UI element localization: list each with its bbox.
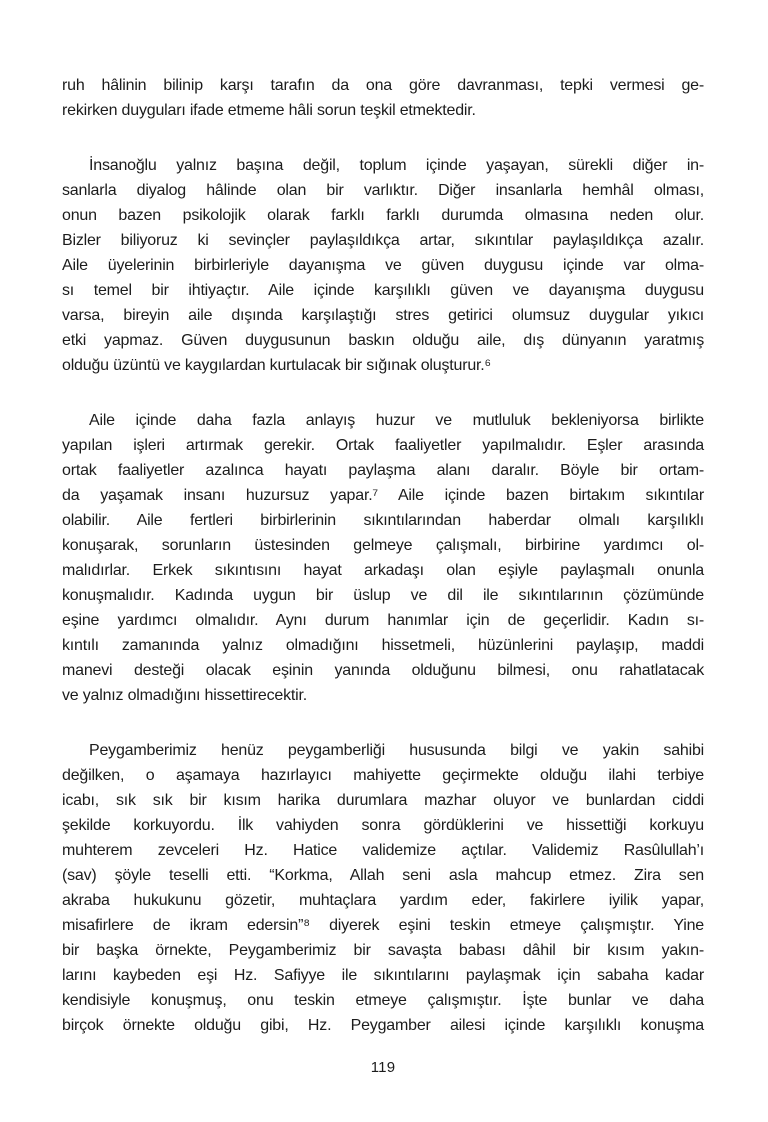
text-line: kıntılı zamanında yalnız olmadığını hissetmeli, hüzünlerini paylaşıp, maddi (62, 637, 704, 654)
text-line: konuşarak, sorunların üstesinden gelmeye çalışmalı, birbirine yardımcı ol- (62, 537, 704, 554)
text-line: ruh hâlinin bilinip karşı tarafın da ona göre davranması, tepki vermesi ge- (62, 77, 704, 94)
text-line: manevi desteği olacak eşinin yanında olduğunu bilmesi, onu rahatlatacak (62, 662, 704, 679)
text-line: olduğu üzüntü ve kaygılardan kurtulacak bir sığınak oluşturur.⁶ (62, 357, 491, 374)
text-line: olabilir. Aile fertleri birbirlerinin sıkıntılarından haberdar olmalı karşılıklı (62, 512, 704, 529)
text-line: ve yalnız olmadığını hissettirecektir. (62, 687, 307, 704)
text-line: da yaşamak insanı huzursuz yapar.⁷ Aile içinde bazen birtakım sıkıntılar (62, 487, 704, 504)
text-line: onun bazen psikolojik olarak farklı farklı durumda olmasına neden olur. (62, 207, 704, 224)
text-line: birçok örnekte olduğu gibi, Hz. Peygamber ailesi içinde karşılıklı konuşma (62, 1017, 704, 1034)
text-line: yapılan işleri artırmak gerekir. Ortak faaliyetler yapılmalıdır. Eşler arasında (62, 437, 704, 454)
text-line: misafirlere de ikram edersin”⁸ diyerek eşini teskin etmeye çalışmıştır. Yine (62, 917, 704, 934)
text-line: (sav) şöyle teselli etti. “Korkma, Allah seni asla mahcup etmez. Zira sen (62, 867, 704, 884)
text-line: konuşmalıdır. Kadında uygun bir üslup ve dil ile sıkıntılarının çözümünde (62, 587, 704, 604)
text-line: rekirken duyguları ifade etmeme hâli sorun teşkil etmektedir. (62, 102, 476, 119)
text-line: şekilde korkuyordu. İlk vahiyden sonra gördüklerini ve hissettiği korkuyu (62, 817, 704, 834)
paragraph-prophet-example (62, 738, 704, 1038)
text-line: Bizler biliyoruz ki sevinçler paylaşıldıkça artar, sıkıntılar paylaşıldıkça azalır. (62, 232, 704, 249)
text-line: akraba hukukunu gözetir, muhtaçlara yardım eder, fakirlere iyilik yapar, (62, 892, 704, 909)
paragraph-shared-activities (62, 408, 704, 708)
paragraph-continuation (62, 73, 704, 123)
text-line: kendisiyle konuşmuş, onu teskin etmeye çalışmıştır. İşte bunlar ve daha (62, 992, 704, 1009)
text-line: etki yapmaz. Güven duygusunun baskın olduğu aile, dış dünyanın yaratmış (62, 332, 704, 349)
page-number: 119 (370, 1059, 396, 1076)
text-line: İnsanoğlu yalnız başına değil, toplum içinde yaşayan, sürekli diğer in- (89, 157, 704, 174)
text-line: malıdırlar. Erkek sıkıntısını hayat arkadaşı olan eşiyle paylaşmalı onunla (62, 562, 704, 579)
text-line: bir başka örnekte, Peygamberimiz bir savaşta babası dâhil bir kısım yakın- (62, 942, 704, 959)
text-line: icabı, sık sık bir kısım harika durumlara mazhar oluyor ve bunlardan ciddi (62, 792, 704, 809)
text-line: Peygamberimiz henüz peygamberliği hususunda bilgi ve yakin sahibi (89, 742, 704, 759)
text-line: ortak faaliyetler azalınca hayatı paylaşma alanı daralır. Böyle bir ortam- (62, 462, 704, 479)
paragraph-family-dialogue (62, 153, 704, 378)
text-line: Aile içinde daha fazla anlayış huzur ve mutluluk bekleniyorsa birlikte (89, 412, 704, 429)
text-line: eşine yardımcı olmalıdır. Aynı durum hanımlar için de geçerlidir. Kadın sı- (62, 612, 704, 629)
text-line: larını kaybeden eşi Hz. Safiyye ile sıkıntılarını paylaşmak için sabaha kadar (62, 967, 704, 984)
text-line: Aile üyelerinin birbirleriyle dayanışma ve güven duygusu içinde var olma- (62, 257, 704, 274)
text-line: sı temel bir ihtiyaçtır. Aile içinde karşılıklı güven ve dayanışma duygusu (62, 282, 704, 299)
text-line: varsa, bireyin aile dışında karşılaştığı stres getirici olumsuz duygular yıkıcı (62, 307, 704, 324)
text-line: sanlarla diyalog hâlinde olan bir varlıktır. Diğer insanlarla hemhâl olması, (62, 182, 704, 199)
text-line: değilken, o aşamaya hazırlayıcı mahiyette geçirmekte olduğu ilahi terbiye (62, 767, 704, 784)
text-line: muhterem zevceleri Hz. Hatice validemize açtılar. Validemiz Rasûlullah’ı (62, 842, 704, 859)
